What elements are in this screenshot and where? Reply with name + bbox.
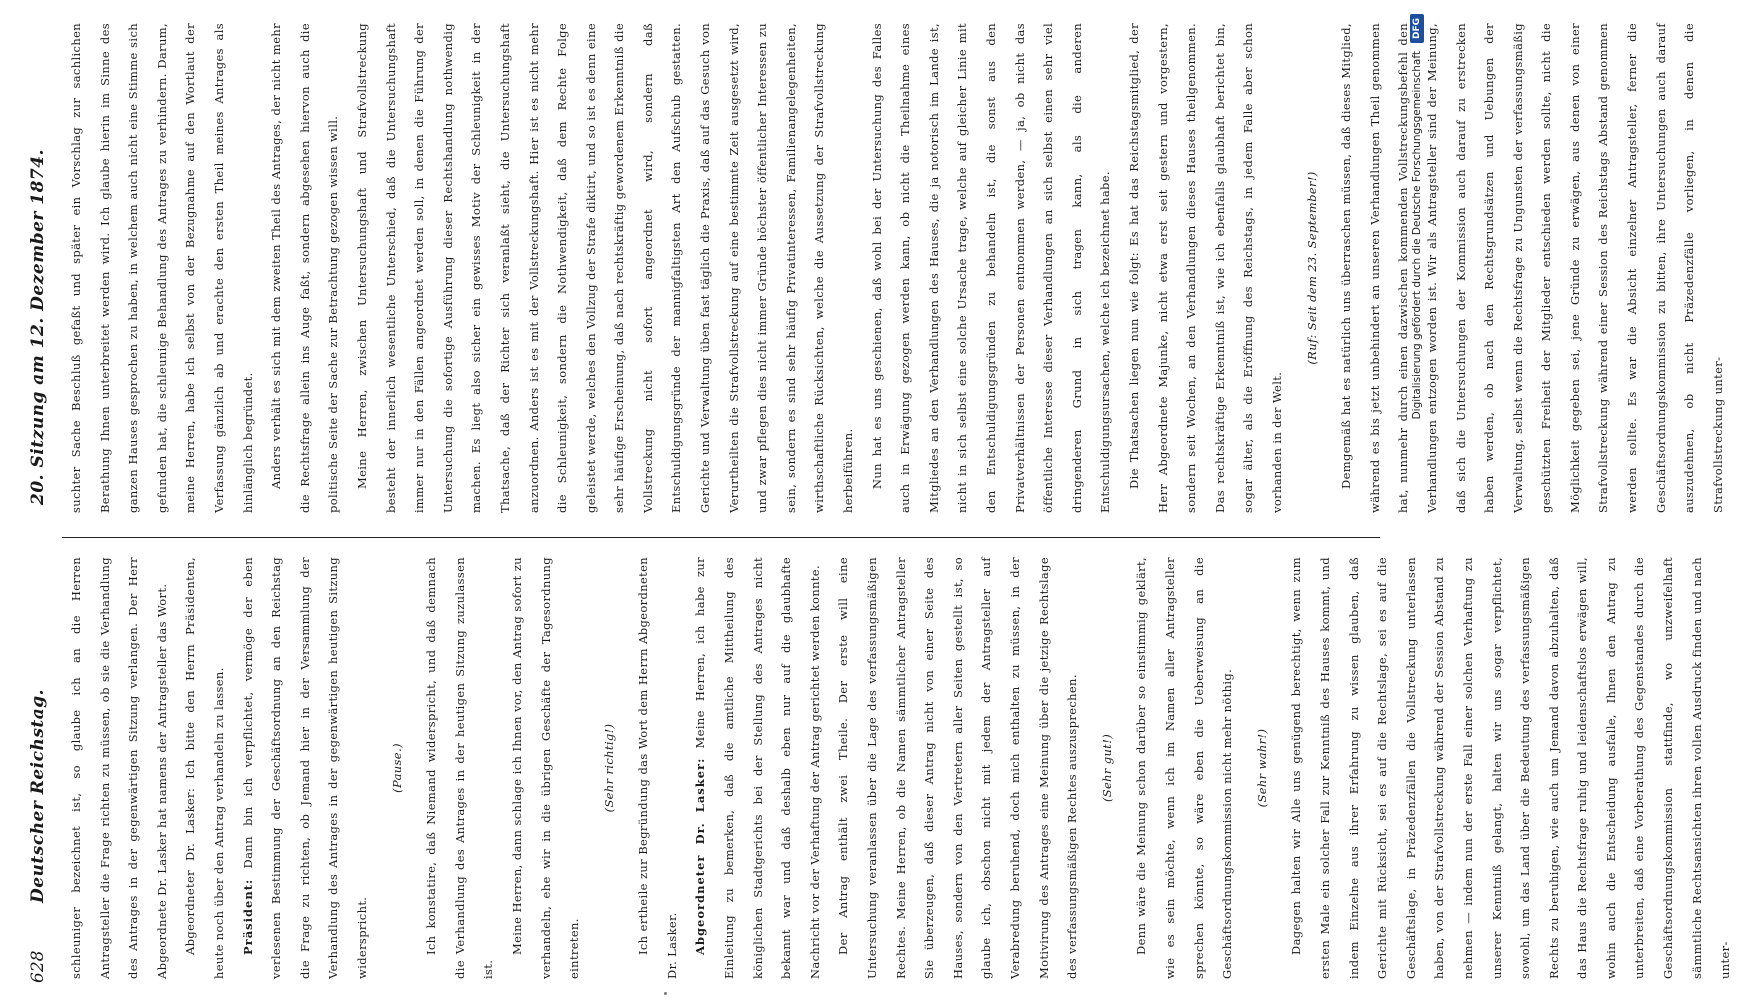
interjection: (Sehr wahr!) — [1254, 728, 1269, 808]
paragraph: Die Thatsachen liegen nun wie folgt: Es hat das Reichstagsmitglied, der Herr Abgeordnete Majunke, nicht etwa erst seit gestern und vorgestern, sondern seit Wochen, an den Verhandlungen dieses Hauses theilgenommen. Das rechtskräftige Erkenntniß ist, wie ich ebenfalls glaubhaft berichtet bin, sogar älter, als die Eröffnung des Reichstags, in jedem Falle aber schon vorhanden in der Welt. — [1126, 23, 1284, 513]
running-title: Deutscher Reichstag. — [28, 688, 48, 903]
interjection: (Pause.) — [389, 743, 404, 793]
speech-text: Dann bin ich verpflichtet, vermöge der eben verlesenen Bestimmung der Geschäftsordnung an den Reichstag die Frage zu richten, ob Jemand hier in der Versammlung der Verhandlung des Antrages in der gegenwärtigen heutigen Sitzung widerspricht. — [240, 557, 369, 979]
paragraph — [234, 557, 377, 979]
page-header — [22, 9, 56, 991]
interjection: (Sehr gut!) — [1099, 733, 1114, 803]
speaker-name: Abgeordneter Dr. Lasker: — [693, 757, 708, 955]
paragraph: Ich ertheile zur Begründung das Wort dem Herrn Abgeordneten Dr. Lasker. — [636, 557, 679, 979]
paragraph: Der Antrag enthält zwei Theile. Der erste will eine Untersuchung veranlassen über die Lage des verfassungsmäßigen Rechtes. Meine Herren, ob die Namen sämmtlicher Antragsteller Sie überzeugen, daß dieser Antrag nicht von einer Seite des Hauses, sondern von den Vertretern aller Seiten gestellt ist, so glaube ich, obschon nicht mit jedem der Antragsteller auf Verabredung beruhend, doch mich enthalten zu müssen, in der Motivirung des Antrages eine Meinung über die jetzige Rechtslage des verfassungsmäßigen Rechtes auszusprechen. — [836, 557, 1080, 979]
paragraph: Ich konstatire, daß Niemand widerspricht, und daß demnach die Verhandlung des Antrages in der heutigen Sitzung zuzulassen ist. — [424, 557, 496, 979]
paragraph: Dagegen halten wir Alle uns genügend berechtigt, wenn zum ersten Male ein solcher Fall zur Kenntniß des Hauses kommt, und indem Einzelne aus ihrer Erfahrung zu wissen glauben, daß Gerichte mit Rücksicht, sei es auf die Rechtslage, sei es auf die Geschäftslage, in Präzedenzfällen die Vollstreckung unterlassen haben, von der Strafvollstreckung während der Session Abstand zu nehmen — indem nun der erste Fall einer solchen Verhaftung zu unserer Kenntniß gelangt, halten wir uns sogar verpflichtet, sowohl, um das Land über die Bedeutung des verfassungsmäßigen Rechts zu beruhigen, wie auch um Jemand davon abzuhalten, daß das Haus die Rechtsfrage ruhig und leidenschaftslos erwägen will, wohin auch die Entscheidung ausfalle, Ihnen den Antrag zu unterbreiten, daß eine Vorberathung des Gegenstandes durch die Geschäftsordnungskommission stattfinde, wo unzweifelhaft sämmtliche Rechtsansichten ihren vollen Ausdruck finden und nach unter- — [1289, 557, 1733, 979]
paragraph: suchter Sache Beschluß gefaßt und später ein Vorschlag zur sachlichen Berathung Ihnen unterbreitet werden wird. Ich glaube hierin im Sinne des ganzen Hauses gesprochen zu haben, in welchem auch nicht eine Stimme sich gefunden hat, die schleunige Behandlung des Antrages zu verhindern. Darum, meine Herren, habe ich selbst von der Bezugnahme auf den Wortlaut der Verfassung gänzlich ab und erachte den ersten Theil meines Antrages als hinlänglich begründet. — [69, 23, 255, 513]
paragraph: Meine Herren, dann schlage ich Ihnen vor, den Antrag sofort zu verhandeln, ehe wir in die übrigen Geschäfte der Tagesordnung eintreten. — [509, 557, 582, 979]
paragraph — [686, 557, 829, 979]
paragraph: Nun hat es uns geschienen, daß wohl bei der Untersuchung des Falles auch in Erwägung gezogen werden kann, ob nicht die Theilnahme eines Mitgliedes an den Verhandlungen des Hauses, die ja notorisch im Lande ist, nicht in sich selbst eine solche Ursache trage, welche auf gleicher Linie mit den Entschuldigungsgründen zu behandeln ist, die sonst aus den Privatverhältnissen der Personen entnommen werden, — ja, ob nicht das öffentliche Interesse dieser Verhandlungen an sich selbst einen sehr viel dringenderen Grund in sich tragen kann, als die anderen Entschuldigungsursachen, welche ich bezeichnet habe. — [869, 23, 1113, 513]
paragraph: Denn wäre die Meinung schon darüber so einstimmig geklärt, wie es sein möchte, wenn ich im Namen aller Antragsteller sprechen könnte, so wäre eben die Ueberweisung an die Geschäftsordnungskommission nicht mehr nöthig. — [1134, 557, 1235, 979]
paragraph: Demgemäß hat es natürlich uns überraschen müssen, daß dieses Mitglied, während es bis jetzt unbehindert an unseren Verhandlungen Theil genommen hat, nunmehr durch einen dazwischen kommenden Vollstreckungsbefehl den Verhandlungen entzogen worden ist. Wir als Antragsteller sind der Meinung, daß sich die Untersuchungen der Kommission auch darauf zu erstrecken haben werden, ob nach den Rechtsgrundsätzen und Uebungen der Verwaltung, selbst wenn die Rechtsfrage zu Ungunsten der verfassungsmäßig geschützten Freiheit der Mitglieder entschieden werden sollte, nicht die Möglichkeit gegeben sei, jene Gründe zu erwägen, aus denen von einer Strafvollstreckung während einer Session des Reichstags Abstand genommen werden sollte. Es war die Absicht einzelner Antragsteller, ferner die Geschäftsordnungskommission zu bitten, ihre Untersuchungen auch darauf auszudehnen, ob nicht Präzedenzfälle vorliegen, in denen die Strafvollstreckung unter- — [1339, 23, 1725, 513]
paragraph: Meine Herren, zwischen Untersuchungshaft und Strafvollstreckung besteht der innerlich wesentliche Unterschied, daß die Untersuchungshaft immer nur in den Fällen angeordnet werden soll, in denen die Führung der Untersuchung die sofortige Ausführung dieser Rechtshandlung nothwendig machen. Es liegt also sicher ein gewisses Motiv der Schleunigkeit in der Thatsache, daß der Richter sich veranlaßt sieht, die Untersuchungshaft anzuordnen. Anders ist es mit der Vollstreckungshaft. Hier ist es nicht mehr die Schleunigkeit, sondern die Nothwendigkeit, daß dem Rechte Folge geleistet werde, welches den Vollzug der Strafe diktirt, und so ist es denn eine sehr häufige Erscheinung, daß nach rechtskräftig gewordenem Erkenntniß die Vollstreckung nicht sofort angeordnet wird, sondern daß Entschuldigungsgründe der mannigfaltigsten Art den Aufschub gestatten. Gerichte und Verwaltung üben fast täglich die Praxis, daß auf das Gesuch von Verurtheilten die Strafvollstreckung auf eine bestimmte Zeit ausgesetzt wird, und zwar pflegen dies nicht immer Gründe höchster öffentlicher Interessen zu sein, sondern es sind sehr häufig Privatinteressen, Familienangelegenheiten, wirthschaftliche Rücksichten, welche die Aussetzung der Strafvollstreckung herbeiführen. — [354, 23, 856, 513]
dfg-logo-icon: DFG — [1410, 14, 1424, 43]
paragraph: Anders verhält es sich mit dem zweiten Theil des Antrages, der nicht mehr die Rechtsfrage allein ins Auge faßt, sondern abgesehen hiervon auch die politische Seite der Sache zur Betrachtung gezogen wissen will. — [269, 23, 341, 513]
interjection: (Sehr richtig!) — [601, 723, 616, 813]
dfg-imprint — [1406, 14, 1428, 994]
interjection: (Ruf: Seit dem 23. September!) — [1304, 171, 1319, 365]
speech-text: Meine Herren, ich habe zur Einleitung zu bemerken, daß die amtliche Mittheilung des königlichen Stadtgerichts bei der Stellung des Antrages nicht bekannt war und daß deshalb eben nur auf die glaubhafte Nachricht vor der Verhaftung der Antrag gerichtet werden konnte. — [693, 557, 822, 979]
speaker-name: Präsident: — [240, 878, 255, 955]
dfg-imprint-text: Digitalisierung gefördert durch die Deutsche Forschungsgemeinschaft — [1411, 51, 1423, 420]
paragraph: schleuniger bezeichnet ist, so glaube ich an die Herren Antragsteller die Frage richten zu müssen, ob sie die Verhandlung des Antrages in der gegenwärtigen Sitzung verlangen. Der Herr Abgeordnete Dr. Lasker hat namens der Antragsteller das Wort. — [69, 557, 169, 979]
paragraph: Abgeordneter Dr. Lasker: Ich bitte den Herrn Präsidenten, heute noch über den Antrag verhandeln zu lassen. — [183, 557, 226, 979]
session-date: 20. Sitzung am 12. Dezember 1874. — [28, 148, 48, 505]
left-text-column — [62, 557, 1733, 979]
scan-speck — [664, 992, 667, 995]
page-number: 628 — [28, 950, 48, 983]
column-divider — [62, 537, 1380, 538]
